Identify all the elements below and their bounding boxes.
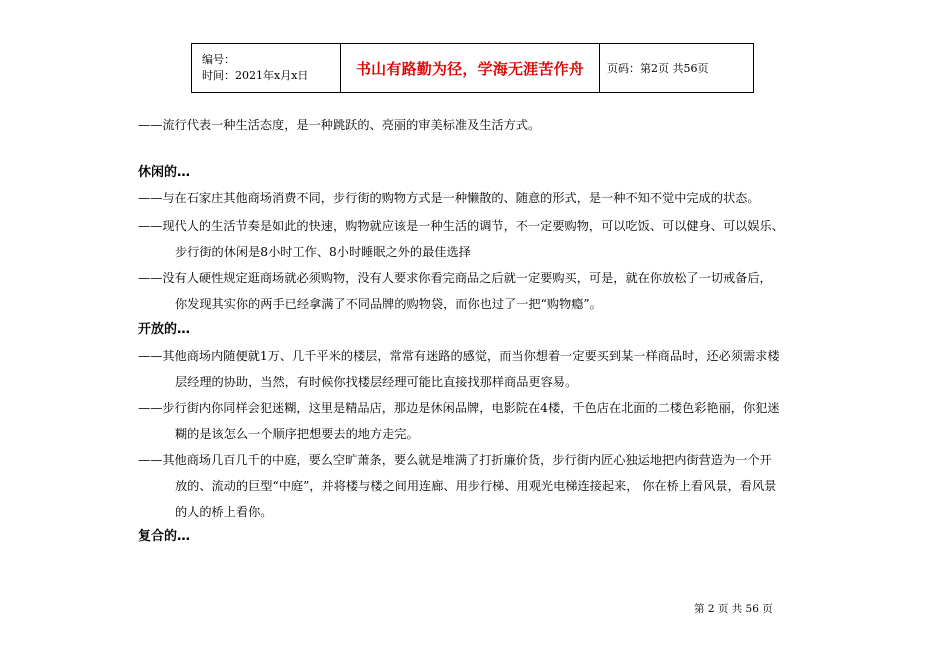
document-number-label: 编号：: [202, 53, 235, 66]
paragraph-line: 层经理的协助，当然，有时候你找楼层经理可能比直接找那样商品更容易。: [175, 375, 578, 389]
section-heading-leisure: 休闲的…: [138, 165, 191, 180]
page-footer: 第 2 页 共 56 页: [694, 603, 773, 615]
document-time-label: 时间：2021年x月x日: [202, 69, 309, 82]
paragraph-line: ——现代人的生活节奏是如此的快速，购物就应该是一种生活的调节，不一定要购物，可以吃饭、可以健身、可以娱乐、: [138, 219, 784, 233]
header-meta-cell: [192, 44, 341, 92]
paragraph-line: 步行街的休闲是8小时工作、8小时睡眠之外的最佳选择: [175, 245, 471, 259]
paragraph-line: ——其他商场内随便就1万、几千平米的楼层，常常有迷路的感觉，而当你想着一定要买到某一样商品时，还必须需求楼: [138, 349, 780, 363]
section-heading-open: 开放的…: [138, 322, 191, 337]
paragraph-line: 你发现其实你的两手已经拿满了不同品牌的购物袋，而你也过了一把“购物瘾”。: [175, 297, 602, 311]
paragraph-line: 糊的是该怎么一个顺序把想要去的地方走完。: [175, 427, 419, 441]
paragraph-line: 的人的桥上看你。: [175, 505, 273, 519]
paragraph-line: 放的、流动的巨型“中庭”，并将楼与楼之间用连廊、用步行梯、用观光电梯连接起来， 你在桥上看风景，看风景: [175, 479, 777, 493]
paragraph-line: ——与在石家庄其他商场消费不同，步行街的购物方式是一种懒散的、随意的形式，是一种不知不觉中完成的状态。: [138, 191, 760, 205]
header-motto: 书山有路勤为径，学海无涯苦作舟: [341, 44, 600, 92]
document-header-table: [191, 43, 754, 93]
paragraph-line: ——步行街内你同样会犯迷糊，这里是精品店，那边是休闲品牌，电影院在4楼，千色店在北面的二楼色彩艳丽，你犯迷: [138, 401, 780, 415]
paragraph-line: ——其他商场几百几千的中庭，要么空旷萧条，要么就是堆满了打折廉价货，步行街内匠心独运地把内街营造为一个开: [138, 453, 772, 467]
header-page-number: 页码：第2页 共56页: [607, 62, 709, 75]
section-heading-composite: 复合的…: [138, 529, 191, 544]
intro-paragraph: ——流行代表一种生活态度，是一种跳跃的、亮丽的审美标准及生活方式。: [138, 118, 541, 132]
paragraph-line: ——没有人硬性规定逛商场就必须购物，没有人要求你看完商品之后就一定要购买，可是，就在你放松了一切戒备后，: [138, 271, 772, 285]
